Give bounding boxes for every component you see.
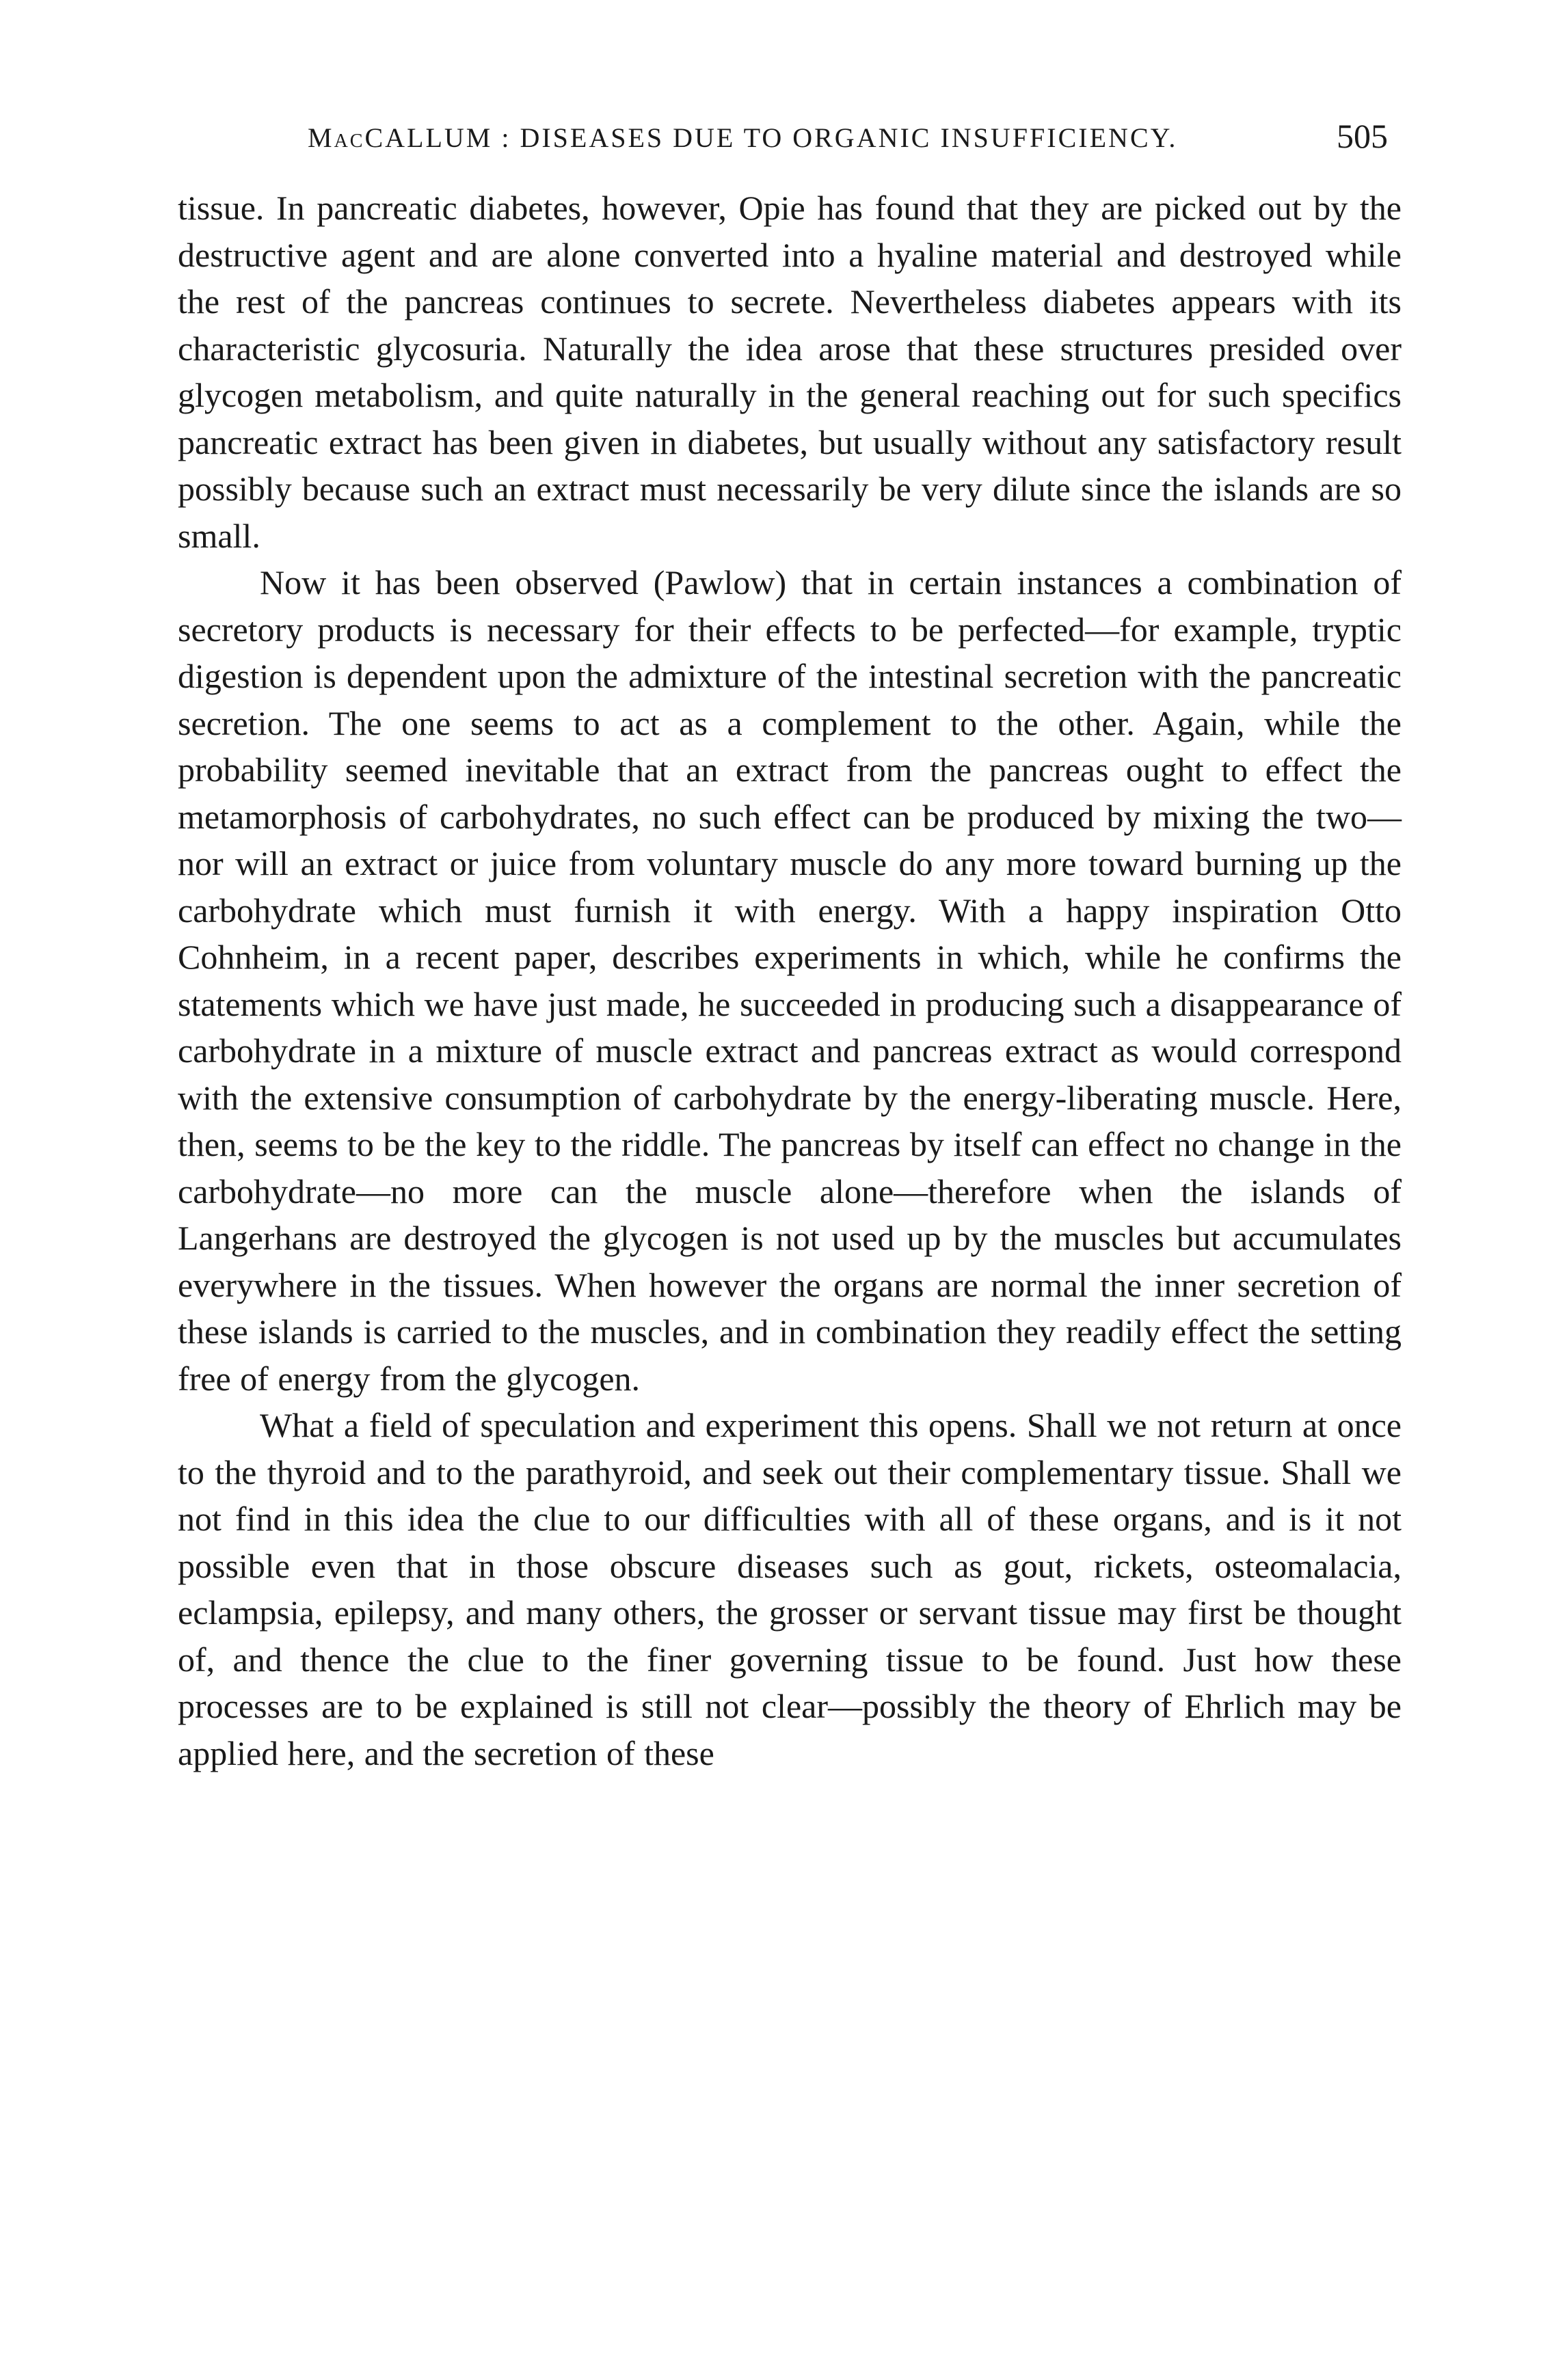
body-text [178,185,1402,1776]
paragraph-3: What a field of speculation and experiment this opens. Shall we not return at once to the thyroid and to the parathyroid, and seek out their complementary tissue. Shall we not find in this idea the clue to our difficulties with all of these organs, and is it not possible even that in those obscure diseases such as gout, rickets, osteomalacia, eclampsia, epilepsy, and many others, the grosser or servant tissue may first be thought of, and thence the clue to the finer governing tissue to be found. Just how these processes are to be explained is still not clear—possibly the theory of Ehrlich may be applied here, and the secretion of these [178,1406,1402,1772]
page-header [178,109,1402,185]
running-head: MacCALLUM : DISEASES DUE TO ORGANIC INSUFFICIENCY. [308,122,1178,153]
paragraph-2: Now it has been observed (Pawlow) that in certain instances a combination of secretory products is necessary for their effects to be perfected—for example, tryptic digestion is dependent upon the admixture of the intestinal secretion with the pancreatic secretion. The one seems to act as a complement to the other. Again, while the probability seemed inevitable that an extract from the pancreas ought to effect the metamorphosis of carbohydrates, no such effect can be produced by mixing the two—nor will an extract or juice from voluntary muscle do any more toward burning up the carbohydrate which must furnish it with energy. With a happy inspiration Otto Cohnheim, in a recent paper, describes experiments in which, while he confirms the statements which we have just made, he succeeded in producing such a disappearance of carbohydrate in a mixture of muscle extract and pancreas extract as would correspond with the extensive consumption of carbohydrate by the energy-liberating muscle. Here, then, seems to be the key to the riddle. The pancreas by itself can effect no change in the carbohydrate—no more can the muscle alone—therefore when the islands of Langerhans are destroyed the glycogen is not used up by the muscles but accumulates everywhere in the tissues. When however the organs are normal the inner secretion of these islands is carried to the muscles, and in combination they readily effect the setting free of energy from the glycogen. [178,563,1402,1398]
paragraph-1: tissue. In pancreatic diabetes, however, Opie has found that they are picked out by the destructive agent and are alone converted into a hyaline material and destroyed while the rest of the pancreas continues to secrete. Nevertheless diabetes appears with its characteristic glycosuria. Naturally the idea arose that these structures presided over glycogen metabolism, and quite naturally in the general reaching out for such specifics pancreatic extract has been given in diabetes, but usually without any satisfactory result possibly because such an extract must necessarily be very dilute since the islands are so small. [178,189,1402,555]
document-page [178,109,1402,2310]
page-number: 505 [1337,117,1388,155]
